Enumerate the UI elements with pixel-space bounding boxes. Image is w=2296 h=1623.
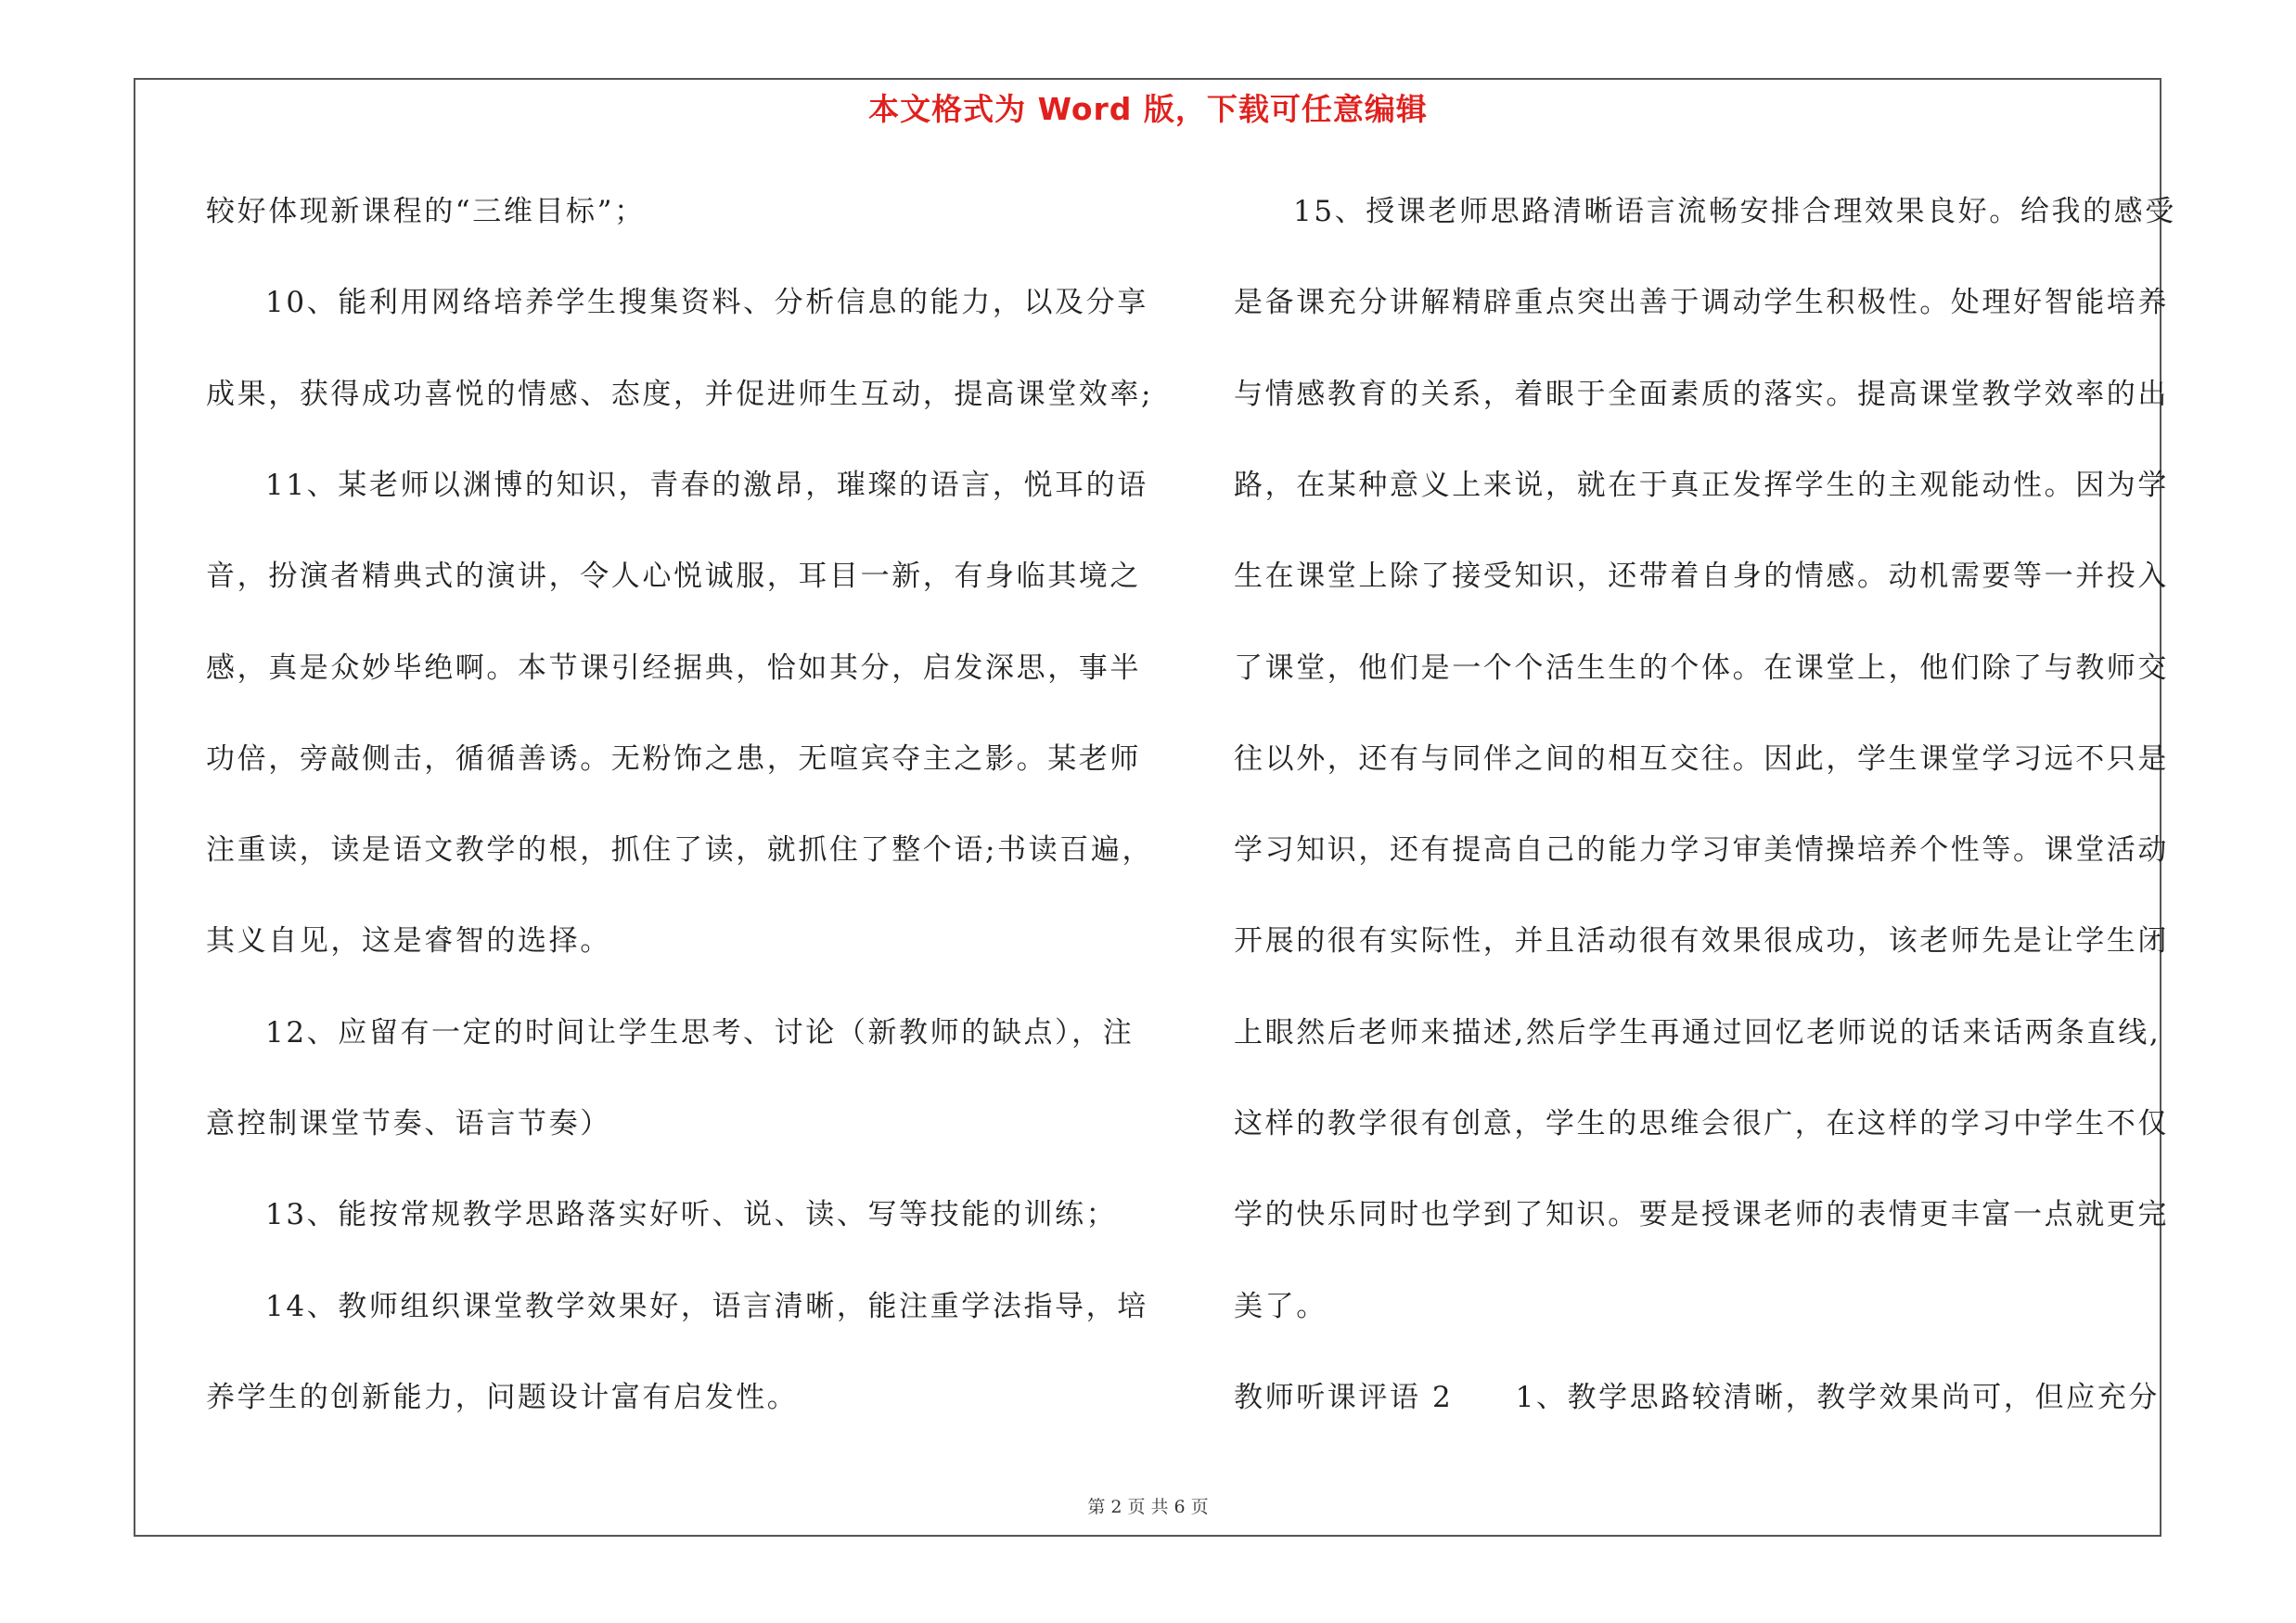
text-line: 养学生的创新能力，问题设计富有启发性。 [206, 1380, 799, 1414]
text-line: 路，在某种意义上来说，就在于真正发挥学生的主观能动性。因为学 [1234, 468, 2169, 502]
text-line: 是备课充分讲解精辟重点突出善于调动学生积极性。处理好智能培养 [1234, 286, 2169, 320]
text-line: 15、授课老师思路清晰语言流畅安排合理效果良好。给我的感受 [1293, 195, 2176, 228]
text-line: 上眼然后老师来描述,然后学生再通过回忆老师说的话来话两条直线, [1234, 1015, 2161, 1050]
text-line: 感，真是众妙毕绝啊。本节课引经据典，恰如其分，启发深思，事半 [206, 650, 1141, 685]
text-line: 教师听课评语 2 1、教学思路较清晰，教学效果尚可，但应充分 [1234, 1380, 2160, 1414]
word-format-banner: 本文格式为 Word 版，下载可任意编辑 [868, 91, 1428, 127]
text-line: 了课堂，他们是一个个活生生的个体。在课堂上，他们除了与教师交 [1234, 650, 2169, 685]
text-line: 注重读，读是语文教学的根，抓住了读，就抓住了整个语;书读百遍， [206, 833, 1154, 868]
text-line: 往以外，还有与同伴之间的相互交往。因此，学生课堂学习远不只是 [1234, 741, 2169, 776]
text-line: 11、某老师以渊博的知识，青春的激昂，璀璨的语言，悦耳的语 [265, 468, 1148, 502]
text-line: 功倍，旁敲侧击，循循善诱。无粉饰之患，无喧宾夺主之影。某老师 [206, 741, 1141, 776]
text-line: 14、教师组织课堂教学效果好，语言清晰，能注重学法指导，培 [265, 1289, 1148, 1323]
text-line: 美了。 [1234, 1289, 1328, 1323]
text-line: 10、能利用网络培养学生搜集资料、分析信息的能力，以及分享 [265, 286, 1148, 320]
text-line: 开展的很有实际性，并且活动很有效果很成功，该老师先是让学生闭 [1234, 924, 2169, 959]
text-line: 13、能按常规教学思路落实好听、说、读、写等技能的训练； [265, 1198, 1118, 1232]
text-line: 12、应留有一定的时间让学生思考、讨论（新教师的缺点），注 [265, 1015, 1135, 1050]
text-line: 意控制课堂节奏、语言节奏） [206, 1107, 611, 1140]
text-line: 学习知识，还有提高自己的能力学习审美情操培养个性等。课堂活动 [1234, 833, 2169, 868]
text-line: 其义自见，这是睿智的选择。 [206, 924, 611, 959]
text-line: 音，扮演者精典式的演讲，令人心悦诚服，耳目一新，有身临其境之 [206, 560, 1141, 594]
text-line: 这样的教学很有创意，学生的思维会很广，在这样的学习中学生不仅 [1234, 1107, 2169, 1140]
text-line: 成果，获得成功喜悦的情感、态度，并促进师生互动，提高课堂效率; [206, 377, 1154, 411]
text-line: 学的快乐同时也学到了知识。要是授课老师的表情更丰富一点就更完 [1234, 1198, 2169, 1232]
page-number-footer: 第 2 页 共 6 页 [1087, 1497, 1209, 1517]
text-line: 生在课堂上除了接受知识，还带着自身的情感。动机需要等一并投入 [1234, 560, 2169, 594]
text-line: 较好体现新课程的“三维目标”； [206, 195, 646, 228]
text-line: 与情感教育的关系，着眼于全面素质的落实。提高课堂教学效率的出 [1234, 377, 2169, 411]
